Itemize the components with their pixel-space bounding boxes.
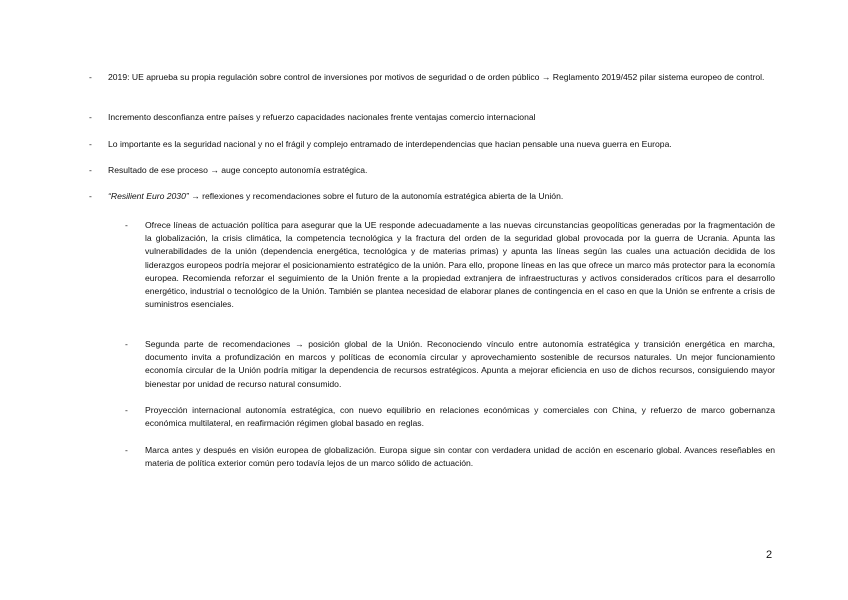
list-item (89, 138, 774, 151)
list-item-text: Proyección internacional autonomía estratégica, con nuevo equilibrio en relaciones económicas y comerciales con China, y refuerzo de marco gobernanza económica multilateral, en reafirmación régimen global basado en reglas. (145, 405, 775, 429)
bullet-marker: - (125, 339, 128, 349)
list-item (125, 404, 775, 430)
list-item (125, 219, 775, 311)
list-item-text: 2019: UE aprueba su propia regulación sobre control de inversiones por motivos de seguridad o de orden público → Reglamento 2019/452 pilar sistema europeo de control. (108, 72, 765, 82)
bullet-marker: - (89, 165, 92, 175)
list-item (89, 71, 774, 84)
bullet-marker: - (89, 72, 92, 82)
bullet-marker: - (89, 139, 92, 149)
list-item (125, 444, 775, 470)
page-number: 2 (766, 549, 773, 561)
list-item-text: Marca antes y después en visión europea de globalización. Europa sigue sin contar con verdadera unidad de acción en escenario global. Avances reseñables en materia de política exterior común pero todavía lejos de un marco sólido de actuación. (145, 445, 775, 469)
bullet-marker: - (89, 191, 92, 201)
list-item-text: Segunda parte de recomendaciones → posición global de la Unión. Reconociendo vínculo entre autonomía estratégica y transición energética en marcha, documento invita a profundización en marcos y políticas de economía circular y aprovechamiento sostenible de recursos naturales. Un mejor funcionamiento economía circular de la Unión podría mitigar la dependencia de recursos estratégicos. Apunta a mejorar eficiencia en uso de dichos recursos, consiguiendo mayor bienestar por unidad de recurso natural consumido. (145, 339, 775, 389)
bullet-marker: - (89, 112, 92, 122)
bullet-marker: - (125, 220, 128, 230)
list-item (89, 190, 774, 203)
list-item-text: Lo importante es la seguridad nacional y no el frágil y complejo entramado de interdependencias que hacian pensable una nueva guerra en Europa. (108, 139, 672, 149)
list-item (125, 338, 775, 391)
list-item-text: Resultado de ese proceso → auge concepto autonomía estratégica. (108, 165, 368, 175)
report-title: “Resilient Euro 2030” (108, 191, 189, 201)
list-item-text: Ofrece líneas de actuación política para asegurar que la UE responde adecuadamente a las nuevas circunstancias geopolíticas generadas por la fragmentación de la globalización, la crisis climática, la competencia tecnológica y la fractura del orden de la seguridad global provocada por la guerra de Ucrania. Apunta las vulnerabilidades de la unión (dependencia energética, tecnológica y de materias primas) y apunta las líneas según las cuales una actuación decidida de los liderazgos europeos podría mejorar el posicionamiento estratégico de la unión. Para ello, propone líneas en las que ofrece un marco más protector para la economía europea. Recomienda reforzar el seguimiento de la Unión frente a la propiedad extranjera de infraestructuras y activos considerados críticos para el desarrollo energético, industrial o tecnológico de la Unión. También se plantea necesidad de elaborar planes de contingencia en el caso en que la Unión se enfrente a crisis de suministros esenciales. (145, 220, 775, 310)
list-item-text: → reflexiones y recomendaciones sobre el futuro de la autonomía estratégica abierta de la Unión. (188, 191, 564, 201)
list-item (89, 111, 774, 124)
bullet-marker: - (125, 445, 128, 455)
bullet-marker: - (125, 405, 128, 415)
list-item (89, 164, 774, 177)
list-item-text: Incremento desconfianza entre países y refuerzo capacidades nacionales frente ventajas comercio internacional (108, 112, 536, 122)
